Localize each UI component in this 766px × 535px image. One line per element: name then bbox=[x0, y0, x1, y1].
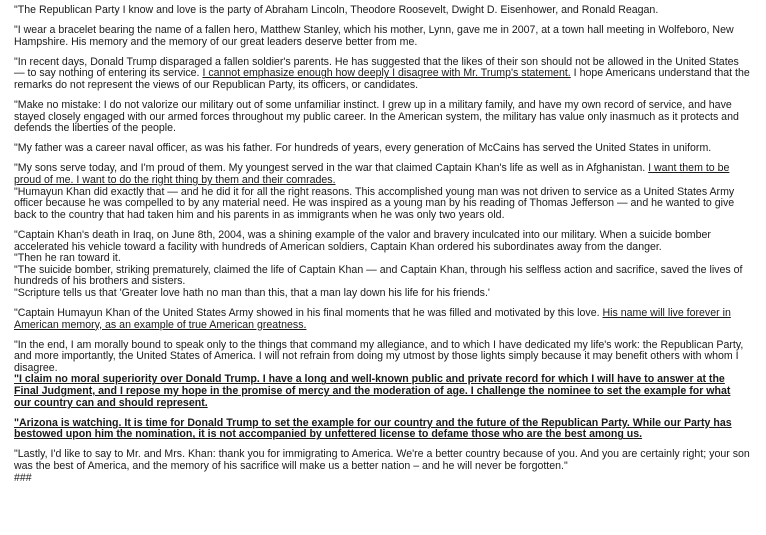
statement-paragraph bbox=[14, 57, 750, 92]
paragraph-text: "In the end, I am morally bound to speak only to the things that command my allegiance, and to which I have dedicated my life's work: the Republican Party, and more importantly, the United States of America. I will not refrain from doing my utmost by those lights simply because it may benefit others with whom I disagree. bbox=[14, 338, 744, 374]
statement-paragraph bbox=[14, 187, 750, 222]
paragraph-text: "Make no mistake: I do not valorize our military out of some unfamiliar instinct. I grew up in a military family, and have my own record of service, and have stayed closely engaged with our armed forces throughout my public career. In the American system, the military has value only inasmuch as it protects and defends the liberties of the people. bbox=[14, 99, 739, 135]
paragraph-text: "I wear a bracelet bearing the name of a fallen hero, Matthew Stanley, which his mother, Lynn, gave me in 2007, at a town hall meeting in Wolfeboro, New Hampshire. His memory and the memory of our great leaders deserve better from me. bbox=[14, 24, 734, 48]
paragraph-text: I hope Americans understand that the remarks do not represent the views of our Republican Party, its officers, or candidates. bbox=[14, 67, 750, 91]
paragraph-text: "Captain Khan's death in Iraq, on June 8th, 2004, was a shining example of the valor and bravery inculcated into our military. When a suicide bomber accelerated his vehicle toward a facility with hundreds of American soldiers, Captain Khan ordered his subordinates away from the danger. bbox=[14, 228, 711, 253]
statement-paragraph bbox=[14, 473, 750, 485]
emphasized-text: "Arizona is watching. It is time for Donald Trump to set the example for our country and the future of the Republican Party. While our Party has bestowed upon him the nomination, it is not accompanied by unfettered license to defame those who are the best among us. bbox=[14, 416, 732, 441]
paragraph-text: ### bbox=[14, 471, 32, 484]
statement-paragraph bbox=[14, 5, 750, 17]
emphasized-text: "I claim no moral superiority over Donald Trump. I have a long and well-known public and private record for which I will have to answer at the Final Judgment, and I repose my hope in the promise of mercy and the moderation of age. I challenge the nominee to set the example for what our country can and should represent. bbox=[14, 373, 731, 409]
paragraph-text: "My sons serve today, and I'm proud of them. My youngest served in the war that claimed Captain Khan's life as well as in Afghanistan. bbox=[14, 162, 649, 175]
statement-paragraph bbox=[14, 308, 750, 331]
statement-paragraph bbox=[14, 25, 750, 48]
paragraph-text: "Captain Humayun Khan of the United States Army showed in his final moments that he was filled and motivated by this love. bbox=[14, 306, 603, 319]
paragraph-text: "Lastly, I'd like to say to Mr. and Mrs. Khan: thank you for immigrating to America. We're a better country because of you. And you are certainly right; your son was the best of America, and the memory of his sacrifice will make us a better nation – and he will never be forgotten." bbox=[14, 448, 750, 472]
paragraph-text: "My father was a career naval officer, as was his father. For hundreds of years, every generation of McCains has served the United States in uniform. bbox=[14, 142, 712, 155]
paragraph-text: "In recent days, Donald Trump disparaged a fallen soldier's parents. He has suggested that the likes of their son should not be allowed in the United States — to say nothing of entering its service. bbox=[14, 55, 739, 80]
statement-paragraph bbox=[14, 288, 750, 300]
paragraph-text: "The Republican Party I know and love is the party of Abraham Lincoln, Theodore Roosevelt, Dwight D. Eisenhower, and Ronald Reagan. bbox=[14, 4, 659, 16]
statement-paragraph bbox=[14, 418, 750, 441]
paragraph-text: "The suicide bomber, striking prematurely, claimed the life of Captain Khan — and Captain Khan, through his selfless action and sacrifice, saved the lives of hundreds of his brothers and sisters. bbox=[14, 263, 743, 288]
emphasized-text: His name will live forever in American memory, as an example of true American greatness. bbox=[14, 306, 731, 331]
statement-paragraph bbox=[14, 143, 750, 155]
emphasized-text: I want them to be proud of me. I want to do the right thing by them and their comrades. bbox=[14, 162, 730, 187]
statement-paragraph bbox=[14, 374, 750, 409]
statement-paragraph bbox=[14, 449, 750, 472]
statement-paragraph bbox=[14, 163, 750, 186]
statement-paragraph bbox=[14, 340, 750, 375]
statement-paragraph bbox=[14, 230, 750, 253]
paragraph-text: "Humayun Khan did exactly that — and he did it for all the right reasons. This accomplished young man was not driven to service as a United States Army officer because he was compelled to by any material need. He was inspired as a young man by his reading of Thomas Jefferson — and he wanted to give back to the country that had taken him and his parents in as immigrants when he was only two years old. bbox=[14, 185, 735, 221]
statement-paragraph bbox=[14, 265, 750, 288]
paragraph-text: "Scripture tells us that 'Greater love hath no man than this, that a man lay down his life for his friends.' bbox=[14, 286, 490, 299]
paragraph-text: "Then he ran toward it. bbox=[14, 252, 121, 265]
emphasized-text: I cannot emphasize enough how deeply I disagree with Mr. Trump's statement. bbox=[202, 67, 571, 80]
statement-paragraph bbox=[14, 100, 750, 135]
